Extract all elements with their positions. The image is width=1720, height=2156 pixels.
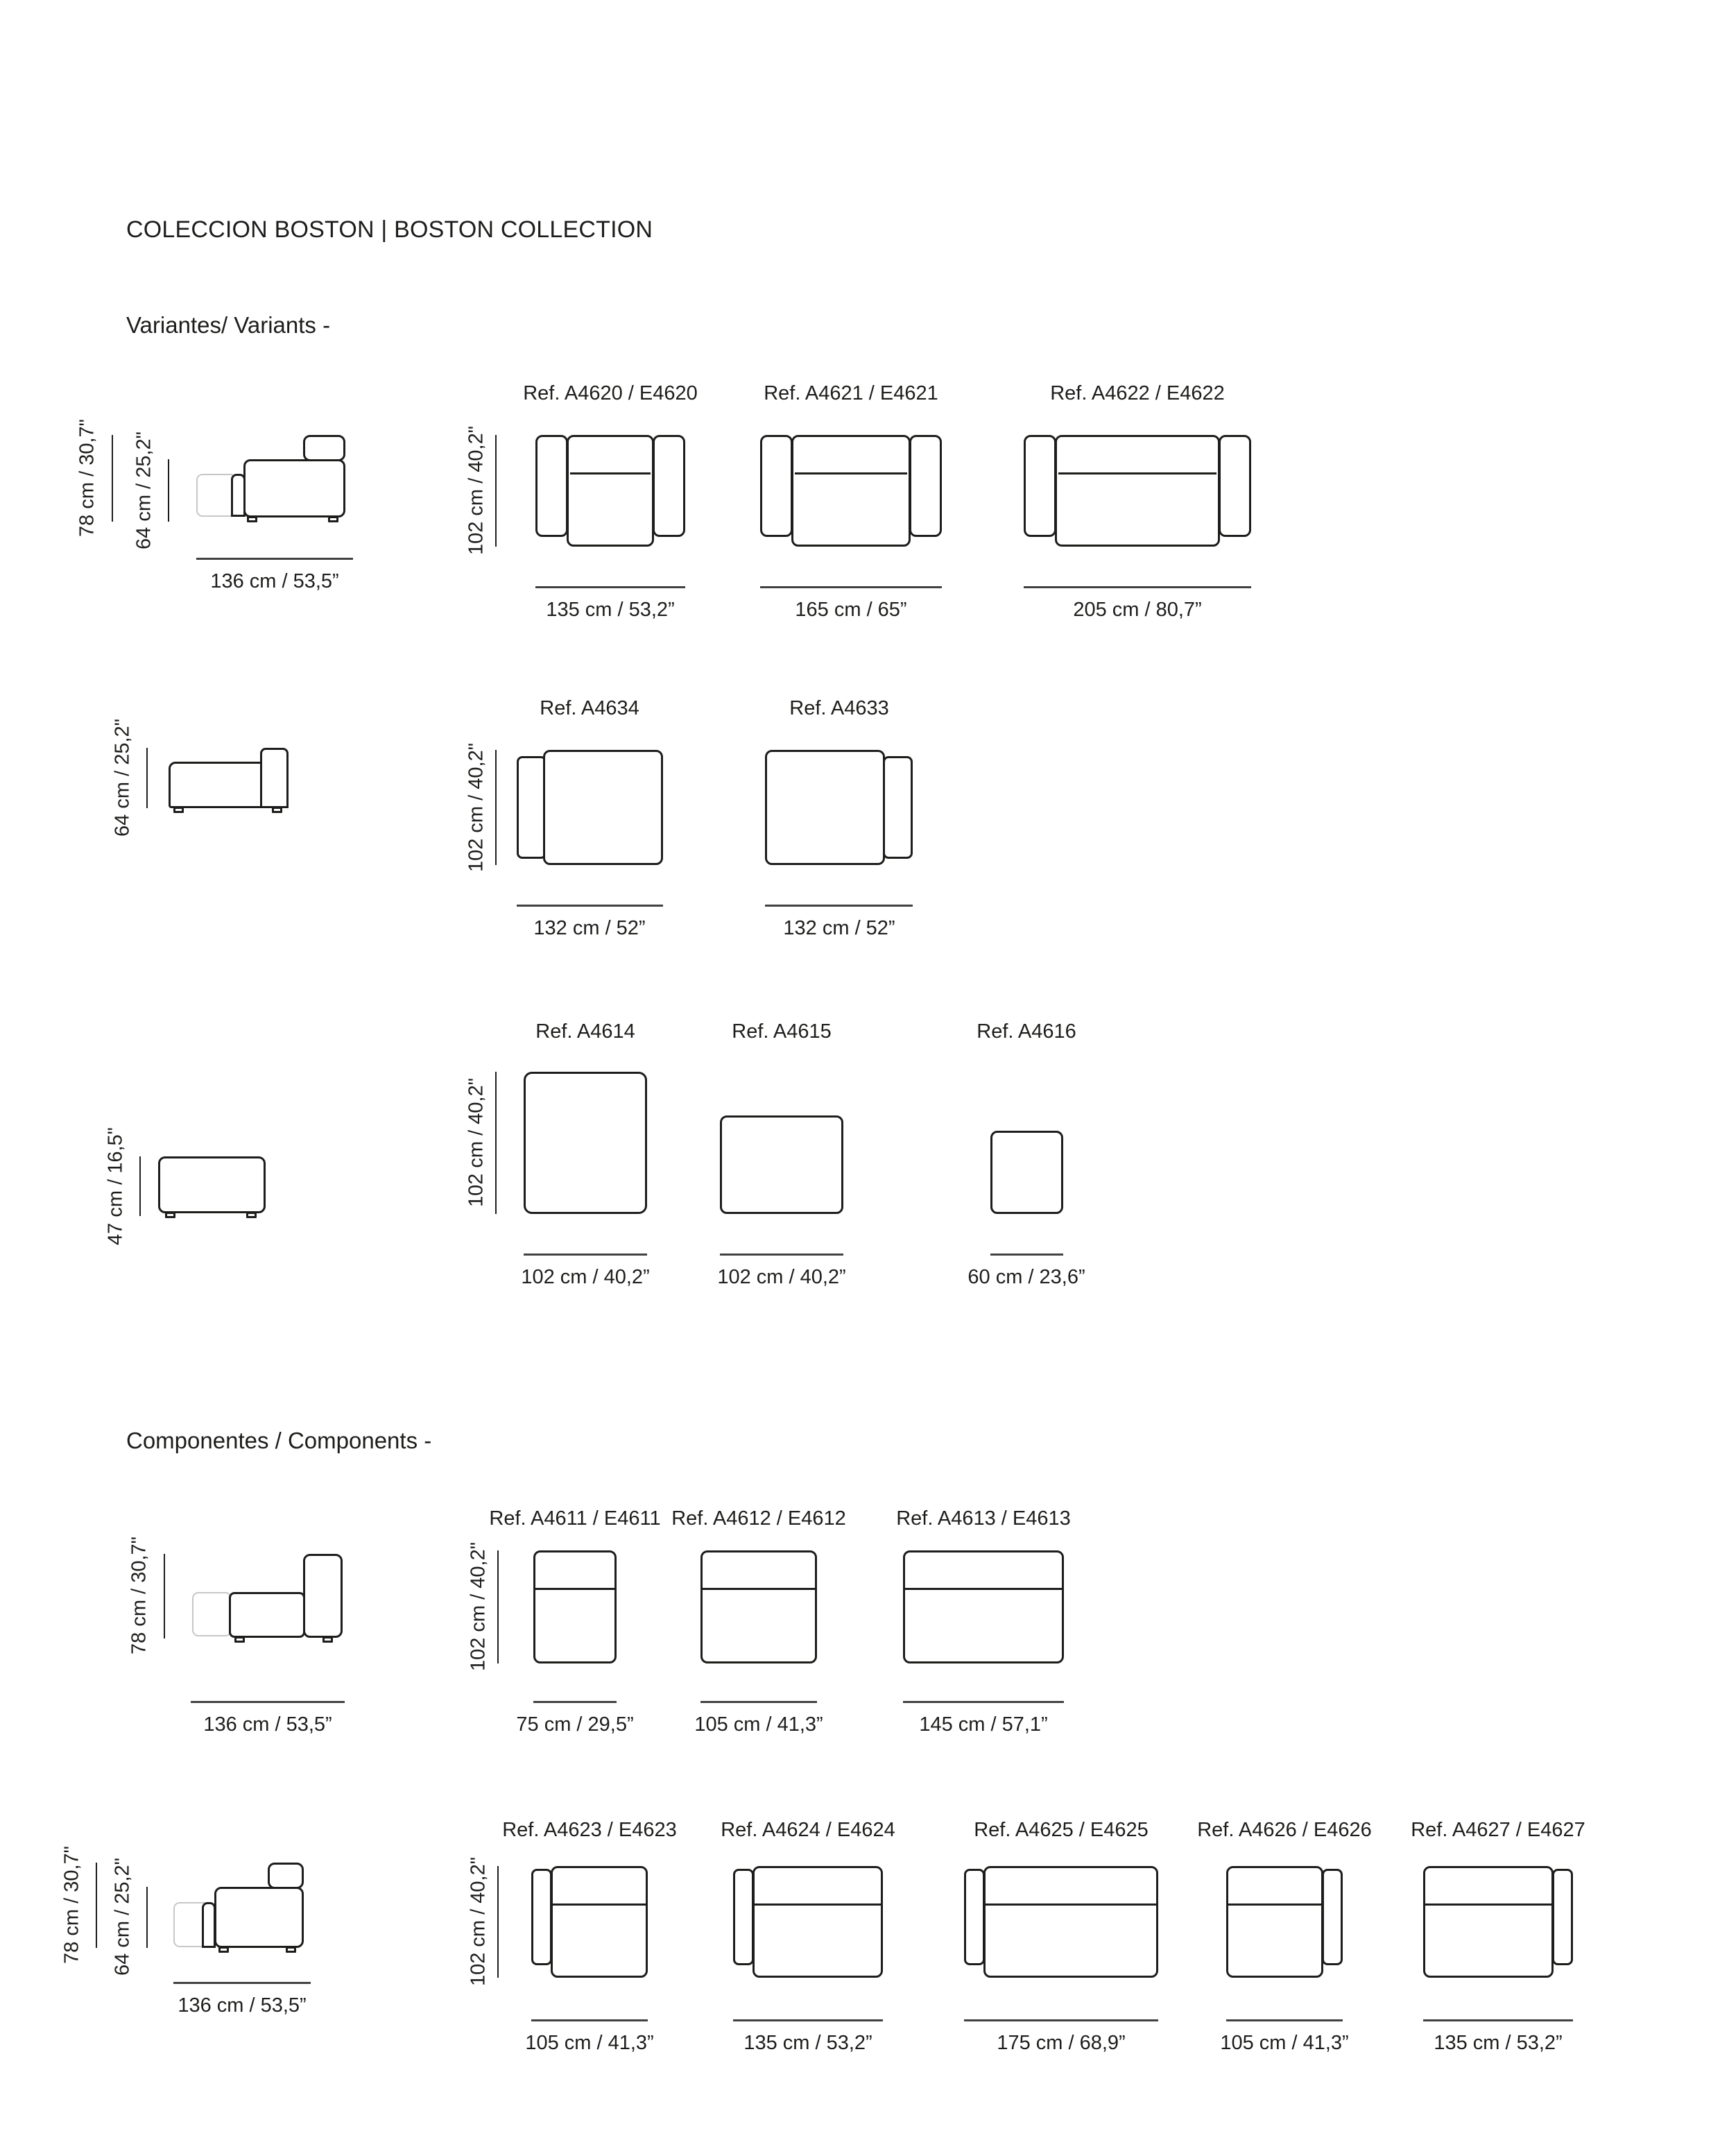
ref-label-a4615: Ref. A4615 (732, 1020, 832, 1043)
width-dimension-line (196, 558, 353, 560)
width-dimension-label: 136 cm / 53,5” (210, 570, 339, 592)
ref-label-a4624: Ref. A4624 / E4624 (721, 1819, 895, 1841)
width-dimension-line (1423, 2019, 1573, 2021)
seat-body-shape (243, 459, 345, 517)
ref-label-a4623: Ref. A4623 / E4623 (502, 1819, 677, 1841)
armrest-shape (909, 435, 942, 537)
height-78-dimension-label: 78 cm / 30,7" (128, 1537, 150, 1654)
width-dimension-label: 136 cm / 53,5” (178, 1994, 307, 2017)
width-dimension-label: 75 cm / 29,5” (516, 1713, 634, 1736)
armrest-shape (535, 435, 568, 537)
armrest-shape (231, 474, 246, 517)
armrest-shape (964, 1869, 985, 1965)
seat-body-shape (214, 1887, 304, 1948)
height-78-dimension-line (112, 435, 113, 522)
width-dimension-label: 102 cm / 40,2” (717, 1266, 846, 1288)
width-dimension-label: 205 cm / 80,7” (1073, 599, 1202, 621)
seat-body-shape (1055, 435, 1220, 547)
width-dimension-line (173, 1982, 311, 1984)
armrest-shape (733, 1869, 754, 1965)
height-64-dimension-label: 64 cm / 25,2" (132, 431, 155, 549)
backrest-shape (303, 1554, 343, 1638)
ref-label-a4612: Ref. A4612 / E4612 (671, 1507, 846, 1530)
seat-body-shape (1423, 1866, 1554, 1978)
height-64-dimension-line (168, 459, 169, 522)
width-dimension-label: 135 cm / 53,2” (743, 2032, 872, 2054)
depth-dimension-label: 102 cm / 40,2" (465, 425, 488, 556)
width-dimension-label: 175 cm / 68,9” (997, 2032, 1126, 2054)
width-dimension-line (535, 586, 685, 588)
pouf-body-shape (990, 1131, 1063, 1214)
depth-dimension-line (497, 1866, 499, 1978)
armrest-shape (883, 756, 913, 859)
cushion-divider-line (535, 1588, 614, 1590)
armrest-shape (202, 1902, 216, 1948)
armrest-shape (1024, 435, 1056, 537)
cushion-divider-line (570, 472, 651, 474)
seat-body-shape (533, 1550, 617, 1663)
pouf-body-shape (720, 1115, 843, 1214)
width-dimension-label: 145 cm / 57,1” (919, 1713, 1048, 1736)
foot (286, 1947, 296, 1953)
seat-body-shape (543, 750, 663, 865)
depth-dimension-label: 102 cm / 40,2" (467, 1541, 490, 1672)
ref-label-a4634: Ref. A4634 (540, 697, 639, 719)
cushion-divider-line (1425, 1903, 1551, 1906)
cushion-divider-line (905, 1588, 1062, 1590)
page-title: COLECCION BOSTON | BOSTON COLLECTION (126, 216, 653, 243)
armrest-shape (531, 1869, 552, 1965)
cushion-divider-line (553, 1903, 646, 1906)
ref-label-a4621: Ref. A4621 / E4621 (764, 382, 938, 404)
height-78-dimension-line (96, 1863, 97, 1948)
width-dimension-label: 132 cm / 52” (783, 917, 895, 939)
width-dimension-label: 60 cm / 23,6” (968, 1266, 1085, 1288)
depth-dimension-line (495, 750, 497, 865)
width-dimension-line (533, 1701, 617, 1703)
height-78-dimension-line (164, 1554, 165, 1639)
depth-dimension-label: 102 cm / 40,2" (465, 1077, 488, 1208)
pouf-body-shape (524, 1072, 647, 1214)
cushion-divider-line (1228, 1903, 1321, 1906)
armrest-shape (517, 756, 547, 859)
foot (328, 516, 338, 522)
foot (322, 1636, 333, 1643)
foot (272, 807, 282, 813)
ref-label-a4613: Ref. A4613 / E4613 (896, 1507, 1071, 1530)
ref-label-a4622: Ref. A4622 / E4622 (1050, 382, 1225, 404)
variants-heading: Variantes/ Variants - (126, 312, 331, 338)
foot (173, 807, 184, 813)
ref-label-a4616: Ref. A4616 (977, 1020, 1076, 1043)
depth-dimension-label: 102 cm / 40,2" (467, 1856, 490, 1987)
width-dimension-label: 135 cm / 53,2” (546, 599, 675, 621)
width-dimension-label: 165 cm / 65” (795, 599, 907, 621)
ref-label-a4627: Ref. A4627 / E4627 (1411, 1819, 1585, 1841)
cushion-divider-line (795, 472, 907, 474)
foot (234, 1636, 245, 1643)
height-64-dimension-label: 64 cm / 25,2" (111, 719, 134, 837)
ghost-seat-shape (192, 1592, 232, 1636)
seat-body-shape (567, 435, 654, 547)
width-dimension-line (191, 1701, 345, 1703)
depth-dimension-label: 102 cm / 40,2" (465, 742, 488, 873)
cushion-divider-line (703, 1588, 815, 1590)
ref-label-a4626: Ref. A4626 / E4626 (1197, 1819, 1372, 1841)
width-dimension-label: 105 cm / 41,3” (694, 1713, 823, 1736)
seat-body-shape (903, 1550, 1064, 1663)
foot (246, 1212, 257, 1218)
depth-dimension-line (495, 1072, 497, 1214)
width-dimension-line (1024, 586, 1251, 588)
armrest-shape (653, 435, 685, 537)
width-dimension-line (760, 586, 942, 588)
width-dimension-line (765, 905, 913, 907)
armrest-shape (1219, 435, 1251, 537)
height-64-dimension-line (146, 1887, 148, 1948)
height-64-dimension-line (146, 748, 148, 808)
width-dimension-label: 105 cm / 41,3” (1220, 2032, 1349, 2054)
ref-label-a4614: Ref. A4614 (535, 1020, 635, 1043)
width-dimension-label: 105 cm / 41,3” (525, 2032, 654, 2054)
seat-body-shape (551, 1866, 648, 1978)
seat-body-shape (229, 1592, 305, 1638)
seat-body-shape (983, 1866, 1158, 1978)
seat-body-shape (791, 435, 911, 547)
seat-body-shape (765, 750, 885, 865)
width-dimension-label: 102 cm / 40,2” (521, 1266, 650, 1288)
depth-dimension-line (497, 1550, 499, 1663)
width-dimension-line (524, 1254, 647, 1256)
backrest-shape (303, 435, 345, 461)
width-dimension-label: 132 cm / 52” (533, 917, 646, 939)
height-64-dimension-label: 64 cm / 25,2" (111, 1858, 134, 1976)
armrest-shape (1322, 1869, 1343, 1965)
height-78-dimension-label: 78 cm / 30,7" (76, 419, 98, 537)
seat-body-shape (1226, 1866, 1323, 1978)
width-dimension-line (531, 2019, 648, 2021)
backrest-shape (268, 1863, 304, 1889)
pouf-body-shape (158, 1156, 266, 1213)
height-47-dimension-line (139, 1156, 141, 1216)
width-dimension-line (733, 2019, 883, 2021)
width-dimension-line (720, 1254, 843, 1256)
width-dimension-label: 136 cm / 53,5” (203, 1713, 332, 1736)
components-heading: Componentes / Components - (126, 1428, 432, 1453)
width-dimension-line (700, 1701, 817, 1703)
width-dimension-line (517, 905, 663, 907)
cushion-divider-line (1058, 472, 1216, 474)
foot (218, 1947, 229, 1953)
foot (247, 516, 257, 522)
armrest-shape (260, 748, 289, 808)
height-47-dimension-label: 47 cm / 16,5" (104, 1127, 127, 1245)
armrest-shape (760, 435, 793, 537)
depth-dimension-line (495, 435, 497, 547)
ref-label-a4633: Ref. A4633 (789, 697, 889, 719)
width-dimension-label: 135 cm / 53,2” (1434, 2032, 1563, 2054)
foot (165, 1212, 175, 1218)
cushion-divider-line (755, 1903, 881, 1906)
width-dimension-line (990, 1254, 1063, 1256)
width-dimension-line (1226, 2019, 1343, 2021)
width-dimension-line (964, 2019, 1158, 2021)
armrest-shape (1552, 1869, 1573, 1965)
seat-body-shape (752, 1866, 883, 1978)
width-dimension-line (903, 1701, 1064, 1703)
seat-body-shape (700, 1550, 817, 1663)
height-78-dimension-label: 78 cm / 30,7" (60, 1846, 83, 1964)
cushion-divider-line (986, 1903, 1156, 1906)
ref-label-a4620: Ref. A4620 / E4620 (523, 382, 698, 404)
seat-body-shape (169, 762, 263, 808)
ref-label-a4625: Ref. A4625 / E4625 (974, 1819, 1149, 1841)
ref-label-a4611: Ref. A4611 / E4611 (489, 1507, 661, 1530)
